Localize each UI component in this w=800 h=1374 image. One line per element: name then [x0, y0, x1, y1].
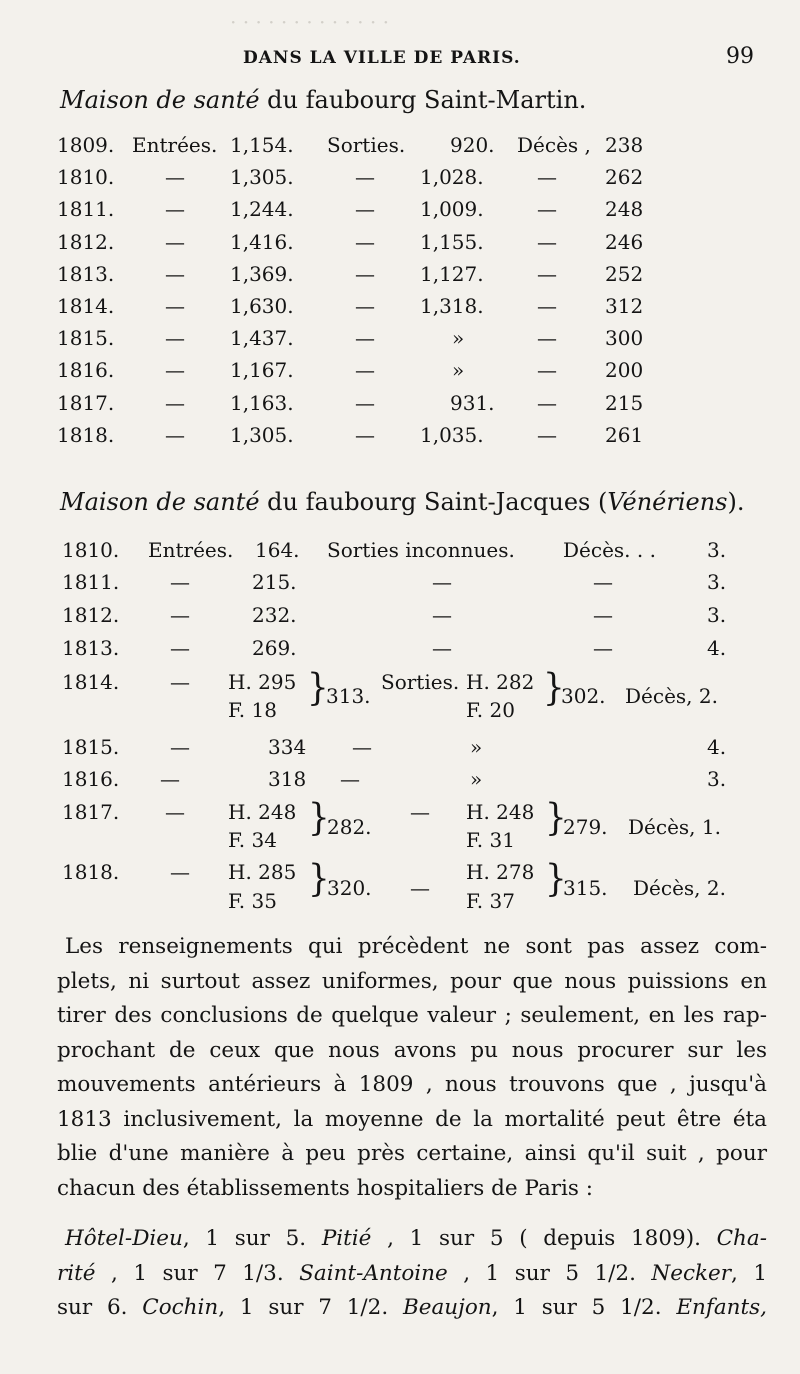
row-1811-deces: 248	[605, 197, 644, 222]
row-1816-year: 1816.	[62, 767, 120, 791]
row-1815-dash-sorties: —	[355, 326, 375, 351]
row-1817-dash2: —	[410, 800, 430, 824]
hospital-name: Cochin	[142, 1295, 219, 1320]
row-1816-dash-deces: —	[537, 358, 557, 383]
row-1814-year: 1814.	[57, 294, 115, 318]
row-1809-sorties: 920.	[450, 133, 495, 157]
row-1814-h: H. 295	[228, 670, 297, 694]
row-1814-sf: F. 20	[466, 698, 515, 722]
row-1817-entrees: 1,163.	[230, 390, 294, 415]
row-1817-sorties: 931.	[450, 390, 495, 415]
paragraph-line: Les renseignements qui précèdent ne sont pas assez com-	[65, 934, 767, 959]
row-1814-sorties-label: Sorties.	[381, 670, 460, 694]
row-1814-deces: Décès, 2.	[625, 684, 718, 708]
row-1813-year: 1813.	[62, 636, 120, 660]
row-1812-dash1: —	[170, 603, 190, 627]
row-1817-brace-right: }	[545, 796, 567, 840]
section2-title-rest: du faubourg Saint-Jacques (	[259, 488, 608, 516]
row-1811-sorties: 1,009.	[420, 197, 484, 222]
row-1813-dash-sorties: —	[355, 261, 375, 286]
row-1810-entrees-label: Entrées.	[148, 538, 234, 562]
hospital-name: rité	[57, 1260, 96, 1286]
row-1816-entrees: 318	[268, 767, 307, 791]
row-1812-year: 1812.	[62, 603, 120, 627]
row-1812-deces: 246	[605, 229, 644, 254]
row-1818-sorties: 1,035.	[420, 422, 484, 447]
paragraph-line: 1813 inclusivement, la moyenne de la mortalité peut être éta	[57, 1106, 767, 1132]
row-1815-deces: 4.	[707, 735, 727, 759]
paragraph-line: prochant de ceux que nous avons pu nous procurer sur les	[57, 1037, 767, 1063]
paragraph-line	[57, 1291, 767, 1326]
row-1818-deces: 261	[605, 422, 644, 447]
row-1818-dash-entrees: —	[165, 422, 185, 447]
row-1810-dash-deces: —	[537, 165, 557, 190]
row-1815-sorties: »	[470, 735, 483, 759]
section2-title-italic: Maison de santé	[60, 488, 260, 516]
row-1817-year: 1817.	[57, 390, 115, 415]
row-1810-dash-sorties: —	[355, 165, 375, 190]
rate-text: sur 6.	[57, 1295, 143, 1320]
row-1815-dash1: —	[170, 735, 190, 759]
row-1813-dash3: —	[593, 636, 613, 660]
row-1815-year: 1815.	[57, 326, 115, 351]
row-1812-entrees: 1,416.	[230, 229, 294, 254]
row-1817-stotal: 279.	[563, 815, 608, 839]
row-1809-deces: 238	[605, 133, 644, 157]
row-1815-entrees: 1,437.	[230, 326, 294, 351]
section1-title	[60, 86, 586, 114]
row-1814-sh: H. 282	[466, 670, 535, 694]
entrees-label: Entrées.	[132, 133, 218, 157]
hospital-name: Enfants,	[676, 1295, 767, 1320]
row-1811-entrees: 215.	[252, 570, 297, 594]
row-1813-sorties: 1,127.	[420, 261, 484, 286]
section2-title-italic2: Vénériens	[607, 488, 728, 516]
row-1814-brace-right: }	[543, 666, 565, 710]
paragraph-line: blie d'une manière à peu près certaine, ainsi qu'il suit , pour	[57, 1141, 767, 1166]
bleed-through-text: · · · · · · · · · · · · ·	[230, 10, 389, 34]
row-1818-brace-left: }	[308, 857, 330, 901]
row-1811-deces: 3.	[707, 570, 727, 594]
row-1811-year: 1811.	[62, 570, 120, 594]
row-1814-sorties: 1,318.	[420, 294, 484, 318]
row-1812-dash2: —	[432, 603, 452, 627]
row-1813-year: 1813.	[57, 261, 115, 286]
hospital-name: Beaujon	[402, 1295, 492, 1320]
running-header: DANS LA VILLE DE PARIS.	[243, 48, 521, 68]
row-1810-dash-entrees: —	[165, 165, 185, 190]
row-1816-dash-sorties: —	[355, 358, 375, 383]
row-1814-f: F. 18	[228, 698, 277, 722]
deces-label: Décès ,	[517, 133, 591, 157]
paragraph-line: chacun des établissements hospitaliers de Paris :	[57, 1175, 594, 1201]
row-1818-year: 1818.	[57, 422, 115, 447]
row-1811-year: 1811.	[57, 197, 115, 222]
row-1817-brace-left: }	[308, 796, 330, 840]
sorties-label: Sorties.	[327, 133, 406, 157]
row-1817-total: 282.	[327, 815, 372, 839]
row-1811-entrees: 1,244.	[230, 197, 294, 222]
row-1814-dash-deces: —	[537, 294, 557, 318]
row-1813-deces: 252	[605, 261, 644, 286]
hospital-name: Cha-	[716, 1226, 767, 1251]
row-1818-dash-sorties: —	[355, 422, 375, 447]
row-1813-deces: 4.	[707, 636, 727, 660]
row-1813-entrees: 269.	[252, 636, 297, 660]
paragraph-hospital-rates	[57, 1222, 767, 1326]
row-1811-dash2: —	[432, 570, 452, 594]
row-1810-year: 1810.	[57, 165, 115, 190]
row-1816-year: 1816.	[57, 358, 115, 383]
hospital-name: Necker	[651, 1260, 732, 1286]
row-1813-dash1: —	[170, 636, 190, 660]
page-number: 99	[726, 44, 754, 69]
row-1815-dash-deces: —	[537, 326, 557, 351]
row-1818-entrees: 1,305.	[230, 422, 294, 447]
row-1811-dash-deces: —	[537, 197, 557, 222]
row-1816-sorties: »	[470, 767, 483, 791]
row-1817-h: H. 248	[228, 800, 297, 824]
rate-text: , 1 sur 5.	[182, 1226, 322, 1251]
hospital-name: Pitié	[321, 1226, 372, 1251]
row-1818-dash2: —	[410, 876, 430, 900]
paragraph-line: tirer des conclusions de quelque valeur ; seulement, en les rap-	[57, 1003, 767, 1028]
paragraph-line	[57, 1257, 767, 1292]
row-1816-dash2: —	[340, 767, 360, 791]
row-1818-total: 320.	[327, 876, 372, 900]
row-1814-total: 313.	[326, 684, 371, 708]
section2-title	[60, 488, 744, 516]
row-1817-dash-entrees: —	[165, 390, 185, 415]
row-1818-dash1: —	[170, 860, 190, 884]
row-1814-brace-left: }	[307, 666, 329, 710]
paragraph-line: plets, ni surtout assez uniformes, pour que nous puissions en	[57, 968, 767, 994]
rate-text: , 1	[731, 1260, 768, 1286]
rate-text: , 1 sur 7 1/2.	[218, 1295, 403, 1320]
row-1816-dash-entrees: —	[165, 358, 185, 383]
row-1814-deces: 312	[605, 294, 644, 318]
row-1813-entrees: 1,369.	[230, 261, 294, 286]
row-1813-dash-deces: —	[537, 261, 557, 286]
row-1814-year: 1814.	[62, 670, 120, 694]
row-1814-dash-sorties: —	[355, 294, 375, 318]
row-1810-deces-label: Décès. . .	[563, 538, 656, 562]
row-1811-dash-entrees: —	[165, 197, 185, 222]
row-1815-entrees: 334	[268, 735, 307, 759]
row-1812-sorties: 1,155.	[420, 229, 484, 254]
section1-title-rest: du faubourg Saint-Martin.	[259, 86, 587, 114]
row-1810-sorties: 1,028.	[420, 165, 484, 190]
row-1816-entrees: 1,167.	[230, 358, 294, 383]
row-1817-sh: H. 248	[466, 800, 535, 824]
row-1816-dash1: —	[160, 767, 180, 791]
row-1810-year: 1810.	[62, 538, 120, 562]
row-1818-deces: Décès, 2.	[633, 876, 726, 900]
row-1817-dash-deces: —	[537, 390, 557, 415]
row-1812-entrees: 232.	[252, 603, 297, 627]
row-1814-stotal: 302.	[561, 684, 606, 708]
row-1818-brace-right: }	[545, 857, 567, 901]
row-1818-sh: H. 278	[466, 860, 535, 884]
row-1813-dash-entrees: —	[165, 261, 185, 286]
row-1812-deces: 3.	[707, 603, 727, 627]
row-1816-deces: 3.	[707, 767, 727, 791]
paragraph-line: mouvements antérieurs à 1809 , nous trouvons que , jusqu'à	[57, 1072, 767, 1097]
row-1818-stotal: 315.	[563, 876, 608, 900]
row-1812-dash-sorties: —	[355, 229, 375, 254]
row-1810-entrees: 1,305.	[230, 165, 294, 190]
row-1816-deces: 200	[605, 358, 644, 383]
rate-text: , 1 sur 5 1/2.	[491, 1295, 677, 1320]
row-1817-year: 1817.	[62, 800, 120, 824]
row-1810-deces: 262	[605, 165, 644, 190]
paragraph-line	[57, 1222, 767, 1257]
row-1813-dash2: —	[432, 636, 452, 660]
row-1809-year: 1809.	[57, 133, 115, 157]
row-1817-dash1: —	[165, 800, 185, 824]
row-1811-dash1: —	[170, 570, 190, 594]
row-1817-sf: F. 31	[466, 828, 515, 852]
row-1812-dash3: —	[593, 603, 613, 627]
row-1818-sf: F. 37	[466, 889, 515, 913]
row-1817-f: F. 34	[228, 828, 277, 852]
row-1815-dash2: —	[352, 735, 372, 759]
row-1817-deces: 215	[605, 390, 644, 415]
section2-title-end: ).	[727, 488, 745, 516]
row-1816-sorties: »	[452, 358, 465, 383]
row-1815-sorties: »	[452, 326, 465, 351]
row-1812-dash-entrees: —	[165, 229, 185, 254]
row-1818-year: 1818.	[62, 860, 120, 884]
row-1818-f: F. 35	[228, 889, 277, 913]
row-1818-h: H. 285	[228, 860, 297, 884]
row-1814-dash-entrees: —	[165, 294, 185, 318]
rate-text: , 1 sur 5 ( depuis 1809).	[371, 1226, 717, 1251]
row-1815-year: 1815.	[62, 735, 120, 759]
row-1814-entrees: 1,630.	[230, 294, 294, 318]
row-1817-dash-sorties: —	[355, 390, 375, 415]
rate-text: , 1 sur 7 1/3.	[95, 1260, 300, 1286]
row-1812-dash-deces: —	[537, 229, 557, 254]
row-1818-dash-deces: —	[537, 422, 557, 447]
row-1815-deces: 300	[605, 326, 644, 351]
row-1809-entrees: 1,154.	[230, 133, 294, 157]
row-1810-entrees: 164.	[255, 538, 300, 562]
paragraph-conclusions	[57, 930, 767, 1206]
row-1811-dash3: —	[593, 570, 613, 594]
row-1814-dash: —	[170, 670, 190, 694]
row-1815-dash-entrees: —	[165, 326, 185, 351]
section1-title-italic: Maison de santé	[60, 86, 260, 114]
row-1817-deces: Décès, 1.	[628, 815, 721, 839]
hospital-name: Saint-Antoine	[299, 1260, 448, 1286]
row-1810-deces: 3.	[707, 538, 727, 562]
rate-text: , 1 sur 5 1/2.	[447, 1260, 652, 1286]
hospital-name: Hôtel-Dieu	[65, 1226, 183, 1251]
row-1812-year: 1812.	[57, 229, 115, 254]
row-1810-sorties-label: Sorties inconnues.	[327, 538, 515, 562]
row-1811-dash-sorties: —	[355, 197, 375, 222]
